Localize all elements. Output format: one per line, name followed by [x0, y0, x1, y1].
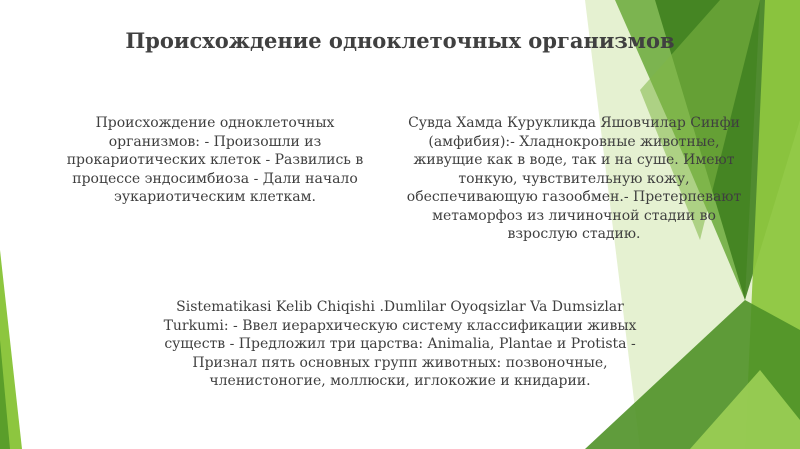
bottom-text-block: Sistematikasi Kelib Chiqishi .Dumlilar Oyoqsizlar Va Dumsizlar Turkumi: - Ввел иерархическую систему классификации живых существ - Предложил три царства: Animalia, Plantae и Protista - Признал пять основных групп животных: позвоночные, членистоногие, моллюски, иглокожие и книдарии. — [163, 299, 637, 389]
right-text-block: Сувда Хамда Курукликда Яшовчилар Синфи (амфибия):- Хладнокровные животные, живущие как в воде, так и на суше. Имеют тонкую, чувствительную кожу, обеспечивающую газообмен.- Претерпевают метаморфоз из личиночной стадии во взрослую стадию. — [406, 115, 742, 242]
left-text-block: Происхождение одноклеточных организмов: - Произошли из прокариотических клеток - Развились в процессе эндосимбиоза - Дали начало эукариотическим клеткам. — [66, 115, 364, 205]
slide-title: Происхождение одноклеточных организмов — [125, 28, 675, 53]
